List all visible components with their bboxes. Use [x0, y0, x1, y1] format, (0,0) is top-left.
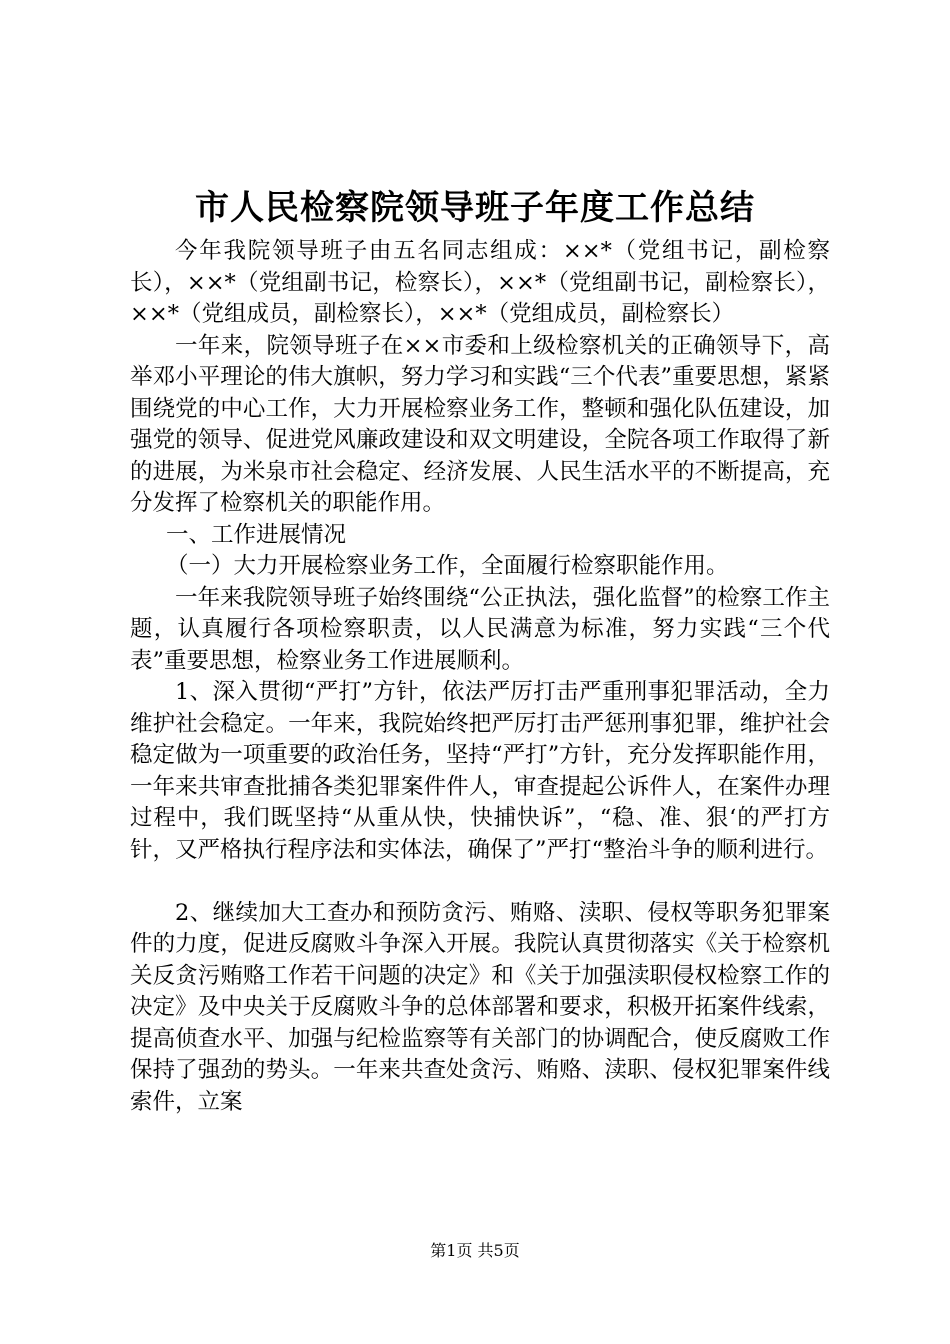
- subsection-heading-1: （一）大力开展检察业务工作，全面履行检察职能作用。: [166, 553, 729, 579]
- paragraph-item-1: 1、深入贯彻“严打”方针，依法严厉打击严重刑事犯罪活动，全力维护社会稳定。一年来，我院始终把严厉打击严惩刑事犯罪，维护社会稳定做为一项重要的政治任务，坚持“严打”方针，充分发挥职能作用，一年来共审查批捕各类犯罪案件件人，审查提起公诉件人，在案件办理过程中，我们既坚持“从重从快，快捕快诉”，“稳、准、狠‘的严打方针，又严格执行程序法和实体法，确保了”严打“整治斗争的顺利进行。: [130, 679, 830, 863]
- section-heading-progress: 一、工作进展情况: [166, 521, 347, 548]
- paragraph-members: 今年我院领导班子由五名同志组成：××*（党组书记，副检察长），××*（党组副书记，检察长），××*（党组副书记，副检察长），××*（党组成员，副检察长），××*（党组成员，副检察长）: [130, 238, 830, 327]
- paragraph-overview: 一年来，院领导班子在××市委和上级检察机关的正确领导下，高举邓小平理论的伟大旗帜，努力学习和实践“三个代表”重要思想，紧紧围绕党的中心工作，大力开展检察业务工作，整顿和强化队伍建设，加强党的领导、促进党风廉政建设和双文明建设，全院各项工作取得了新的进展，为米泉市社会稳定、经济发展、人民生活水平的不断提高，充分发挥了检察机关的职能作用。: [130, 332, 830, 516]
- document-title: 市人民检察院领导班子年度工作总结: [195, 188, 755, 228]
- paragraph-item-2: 2、继续加大工查办和预防贪污、贿赂、渎职、侵权等职务犯罪案件的力度，促进反腐败斗争深入开展。我院认真贯彻落实《关于检察机关反贪污贿赂工作若干问题的决定》和《关于加强渎职侵权检察工作的决定》及中央关于反腐败斗争的总体部署和要求，积极开拓案件线索，提高侦查水平、加强与纪检监察等有关部门的协调配合，使反腐败工作保持了强劲的势头。一年来共查处贪污、贿赂、渎职、侵权犯罪案件线索件，立案: [130, 899, 830, 1115]
- document-body: [130, 236, 830, 1118]
- page-number: 第1页 共5页: [430, 1241, 520, 1260]
- paragraph-theme: 一年来我院领导班子始终围绕“公正执法，强化监督”的检察工作主题，认真履行各项检察职责，以人民满意为标准，努力实践“三个代表”重要思想，检察业务工作进展顺利。: [130, 584, 830, 674]
